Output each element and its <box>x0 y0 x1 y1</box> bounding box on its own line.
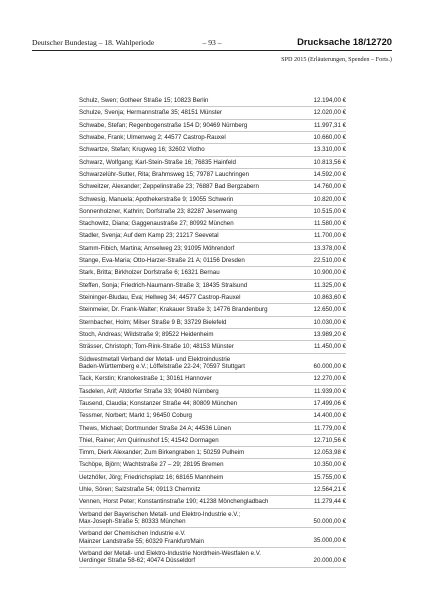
table-row <box>79 447 346 459</box>
header-rule <box>32 50 392 51</box>
donor-name-address: Timm, Dierk Alexander; Zum Birkengraben 1; 50259 Pulheim <box>79 449 245 457</box>
table-row <box>79 267 346 279</box>
table-row <box>79 120 346 132</box>
donor-name-address: Tschöpe, Björn; Wachtstraße 27 – 29; 28195 Bremen <box>79 461 224 469</box>
table-row <box>79 528 346 548</box>
donation-amount: 15.755,00 € <box>313 473 346 481</box>
donor-name-address: Stange, Eva-Maria; Otto-Harzer-Straße 21 A; 01156 Dresden <box>79 257 245 265</box>
donor-name-address: Uhle, Sören; Salzstraße 54; 09113 Chemnitz <box>79 486 201 494</box>
donation-amount: 10.820,00 € <box>313 195 346 203</box>
donation-amount: 20.000,00 € <box>313 557 346 565</box>
donor-name-address: Schweitzer, Alexander; Zeppelinstraße 23; 76887 Bad Bergzabern <box>79 183 259 191</box>
donor-name-address: Schwesig, Manuela; Apothekerstraße 9; 19055 Schwerin <box>79 195 234 203</box>
donation-amount: 10.030,00 € <box>313 318 346 326</box>
donation-amount: 12.020,00 € <box>313 109 346 117</box>
table-row <box>79 484 346 496</box>
donor-name-address: Steffen, Sonja; Friedrich-Naumann-Straße 3; 18435 Stralsund <box>79 281 248 289</box>
table-row <box>79 509 346 529</box>
donor-name-address: Schwabe, Frank; Ulmenweg 2; 44577 Castrop-Rauxel <box>79 133 226 141</box>
donor-name-address: Schulz, Swen; Gotheer Straße 15; 10823 Berlin <box>79 97 209 104</box>
header-publisher: Deutscher Bundestag – 18. Wahlperiode <box>32 38 155 47</box>
table-row <box>79 317 346 329</box>
table-row <box>79 206 346 218</box>
table-row <box>79 230 346 242</box>
donor-name-address: Verband der Chemischen Industrie e.V. Mainzer Landstraße 55; 60329 Frankfurt/Main <box>79 530 204 545</box>
donor-name-address: Stark, Britta; Birkholzer Dorfstraße 6; 16321 Bernau <box>79 269 220 277</box>
donor-name-address: Uetzhöfer, Jörg; Friedrichsplatz 16; 68165 Mannheim <box>79 473 224 481</box>
donation-table <box>79 95 346 568</box>
donor-name-address: Schwabe, Stefan; Regenbogenstraße 154 D; 90469 Nürnberg <box>79 121 248 129</box>
table-row <box>79 423 346 435</box>
table-row <box>79 218 346 230</box>
table-row <box>79 341 346 353</box>
donor-name-address: Strässer, Christoph; Tom-Rink-Straße 10; 48153 Münster <box>79 343 234 351</box>
table-row <box>79 144 346 156</box>
table-row <box>79 255 346 267</box>
table-row <box>79 157 346 169</box>
donation-amount: 11.700,00 € <box>314 232 346 240</box>
donation-amount: 11.779,00 € <box>314 424 346 432</box>
donor-name-address: Sternbacher, Holm; Milser Straße 9 B; 33729 Bielefeld <box>79 318 227 326</box>
donation-amount: 12.270,00 € <box>313 375 346 383</box>
donation-amount: 11.580,00 € <box>314 220 346 228</box>
donation-amount: 22.510,00 € <box>313 257 346 265</box>
donor-name-address: Schwartze, Stefan; Krugweg 16; 32602 Vlotho <box>79 146 205 154</box>
donation-amount: 11.997,31 € <box>314 121 346 129</box>
donor-name-address: Tessmer, Norbert; Markt 1; 96450 Coburg <box>79 412 192 420</box>
donor-name-address: Südwestmetall Verband der Metall- und Elektroindustrie Baden-Württemberg e.V.; Löffelstraße 22-24; 70597 Stuttgart <box>79 355 245 370</box>
table-row <box>79 194 346 206</box>
donation-amount: 13.378,00 € <box>313 244 346 252</box>
donation-amount: 12.194,00 € <box>313 97 346 104</box>
donor-name-address: Schwarzelühr-Sutter, Rita; Brahmsweg 15; 79787 Lauchringen <box>79 170 249 178</box>
table-row <box>79 329 346 341</box>
table-row <box>79 373 346 385</box>
donor-name-address: Steininger-Bludau, Eva; Hellweg 34; 44577 Castrop-Rauxel <box>79 294 241 301</box>
donor-name-address: Verband der Bayerischen Metall- und Elektro-Industrie e.V.; Max-Joseph-Straße 5; 80333 München <box>79 510 241 525</box>
donation-amount: 12.053,98 € <box>313 449 346 457</box>
donation-amount: 17.499,06 € <box>313 399 346 407</box>
donation-amount: 13.310,00 € <box>313 146 346 154</box>
donation-amount: 14.760,00 € <box>313 183 346 191</box>
donor-name-address: Stoch, Andreas; Wildstraße 9; 89522 Heidenheim <box>79 330 214 338</box>
table-row <box>79 280 346 292</box>
donor-name-address: Tausend, Claudia; Konstanzer Straße 44; 80809 München <box>79 399 238 407</box>
donation-amount: 14.400,00 € <box>313 412 346 420</box>
donation-amount: 10.350,00 € <box>313 461 346 469</box>
donor-name-address: Schwarz, Wolfgang; Karl-Stein-Straße 16; 76835 Hainfeld <box>79 158 236 166</box>
donation-amount: 10.515,00 € <box>313 207 346 215</box>
donation-amount: 10.863,60 € <box>313 294 346 301</box>
table-row <box>79 243 346 255</box>
table-row <box>79 181 346 193</box>
page-number: – 93 – <box>202 38 222 47</box>
table-row <box>79 107 346 119</box>
donation-amount: 11.279,44 € <box>314 498 346 506</box>
donation-amount: 11.325,00 € <box>314 281 346 289</box>
donor-name-address: Thiel, Rainer; Am Quirinushof 15; 41542 Dormagen <box>79 436 219 444</box>
donor-name-address: Steinmeier, Dr. Frank-Walter; Krakauer Straße 3; 14776 Brandenburg <box>79 306 268 314</box>
document-number-prefix: Drucksache 18/ <box>297 36 366 47</box>
donation-amount: 12.650,00 € <box>313 306 346 314</box>
donor-name-address: Verband der Metall- und Elektro-Industrie Nordrhein-Westfalen e.V. Uerdinger Straße 58-62; 40474 Düsseldorf <box>79 550 261 565</box>
table-row <box>79 132 346 144</box>
donor-name-address: Stachowitz, Diana; Gaggenaustraße 27; 80992 München <box>79 220 234 228</box>
table-row <box>79 410 346 422</box>
donor-name-address: Schulze, Svenja; Hermannstraße 35; 48151 Münster <box>79 109 223 117</box>
table-row <box>79 292 346 304</box>
donor-name-address: Vennen, Horst Peter; Konstantinstraße 190; 41238 Mönchengladbach <box>79 498 269 506</box>
donor-name-address: Thews, Michael; Dortmunder Straße 24 A; 44536 Lünen <box>79 424 231 432</box>
table-row <box>79 435 346 447</box>
donor-name-address: Stadler, Svenja; Auf dem Kamp 23; 21217 Seevetal <box>79 232 219 240</box>
donation-amount: 35.000,00 € <box>313 537 346 545</box>
donor-name-address: Sonnenholzner, Kathrin; Dorfstraße 23; 82287 Jesenwang <box>79 207 238 215</box>
donation-amount: 11.939,00 € <box>314 387 346 395</box>
donor-name-address: Stamm-Fibich, Martina; Amselweg 23; 91095 Möhrendorf <box>79 244 235 252</box>
donation-amount: 10.900,00 € <box>313 269 346 277</box>
table-row <box>79 472 346 484</box>
table-row <box>79 354 346 374</box>
table-row <box>79 304 346 316</box>
donation-amount: 12.564,21 € <box>313 486 346 494</box>
document-number-value: 12720 <box>365 36 392 47</box>
section-subheader: SPD 2015 (Erläuterungen, Spenden – Forts.) <box>281 56 392 63</box>
donation-amount: 60.000,00 € <box>313 362 346 370</box>
table-row <box>79 398 346 410</box>
donation-amount: 50.000,00 € <box>313 517 346 525</box>
donation-amount: 10.660,00 € <box>313 133 346 141</box>
table-row <box>79 459 346 471</box>
donation-amount: 10.813,56 € <box>313 158 346 166</box>
table-row <box>79 386 346 398</box>
document-number <box>297 36 392 47</box>
donation-amount: 14.592,00 € <box>313 170 346 178</box>
donor-name-address: Tasdelen, Arif; Altdorfer Straße 33; 90480 Nürnberg <box>79 387 219 395</box>
donation-amount: 11.450,00 € <box>314 343 346 351</box>
donation-amount: 13.989,20 € <box>313 330 346 338</box>
table-row <box>79 95 346 107</box>
table-row <box>79 496 346 508</box>
table-row <box>79 548 346 568</box>
donor-name-address: Tack, Kerstin; Kranokestraße 1; 30161 Hannover <box>79 375 212 383</box>
donation-amount: 12.710,56 € <box>313 436 346 444</box>
table-row <box>79 169 346 181</box>
